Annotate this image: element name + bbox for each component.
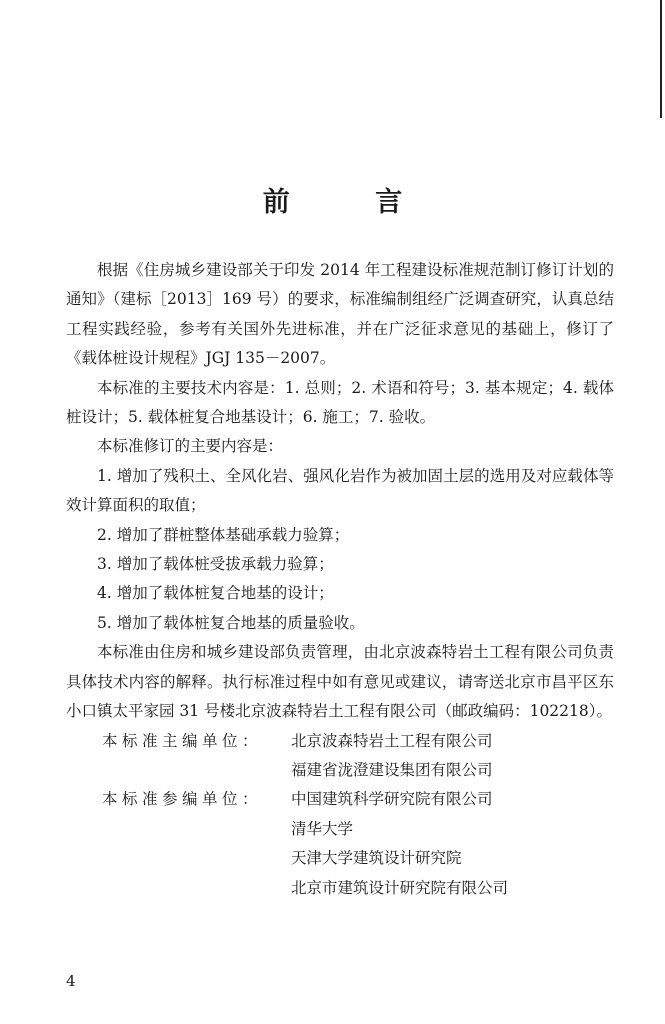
participating-units-list bbox=[291, 785, 614, 903]
participating-unit-3: 天津大学建筑设计研究院 bbox=[291, 849, 462, 868]
revision-item-5: 5. 增加了载体桩复合地基的质量验收。 bbox=[97, 613, 365, 632]
revision-item-1: 1. 增加了残积土、全风化岩、强风化岩作为被加固土层的选用及对应载体等效计算面积的取值； bbox=[66, 466, 614, 515]
participating-units-label: 本标准参编单位： bbox=[102, 790, 263, 809]
paragraph-basis: 根据《住房城乡建设部关于印发 2014 年工程建设标准规范制订修订计划的通知》（建标［2013］169 号）的要求，标准编制组经广泛调查研究，认真总结工程实践经验，参考有关国外先进标准，并在广泛征求意见的基础上，修订了《载体桩设计规程》JGJ 135－2007。 bbox=[66, 261, 614, 368]
preface-body bbox=[66, 256, 614, 903]
page-number: 4 bbox=[66, 972, 76, 990]
chief-unit-1: 北京波森特岩土工程有限公司 bbox=[291, 731, 493, 750]
page-title: 前 言 bbox=[262, 187, 441, 218]
revision-item-4: 4. 增加了载体桩复合地基的设计； bbox=[97, 584, 334, 603]
scan-edge-line bbox=[660, 0, 662, 118]
participating-units-row bbox=[66, 785, 614, 903]
revision-item-3: 3. 增加了载体桩受拔承载力验算； bbox=[97, 555, 334, 574]
participating-unit-2: 清华大学 bbox=[291, 819, 354, 838]
chief-units-label: 本标准主编单位： bbox=[102, 731, 263, 750]
chief-units-row bbox=[66, 727, 614, 786]
paragraph-management: 本标准由住房和城乡建设部负责管理，由北京波森特岩土工程有限公司负责具体技术内容的解释。执行标准过程中如有意见或建议，请寄送北京市昌平区东小口镇太平家园 31 号楼北京波森特岩土工程有限公司（邮政编码：102218）。 bbox=[66, 643, 614, 721]
units-section bbox=[66, 727, 614, 903]
chief-units-list bbox=[291, 727, 614, 786]
chief-unit-2: 福建省泷澄建设集团有限公司 bbox=[291, 760, 493, 779]
participating-unit-4: 北京市建筑设计研究院有限公司 bbox=[291, 878, 509, 897]
paragraph-main-content: 本标准的主要技术内容是：1. 总则；2. 术语和符号；3. 基本规定；4. 载体桩设计；5. 载体桩复合地基设计；6. 施工；7. 验收。 bbox=[66, 378, 614, 427]
participating-unit-1: 中国建筑科学研究院有限公司 bbox=[291, 790, 493, 809]
paragraph-revision-intro: 本标准修订的主要内容是： bbox=[97, 437, 284, 456]
revision-item-2: 2. 增加了群桩整体基础承载力验算； bbox=[97, 525, 350, 544]
